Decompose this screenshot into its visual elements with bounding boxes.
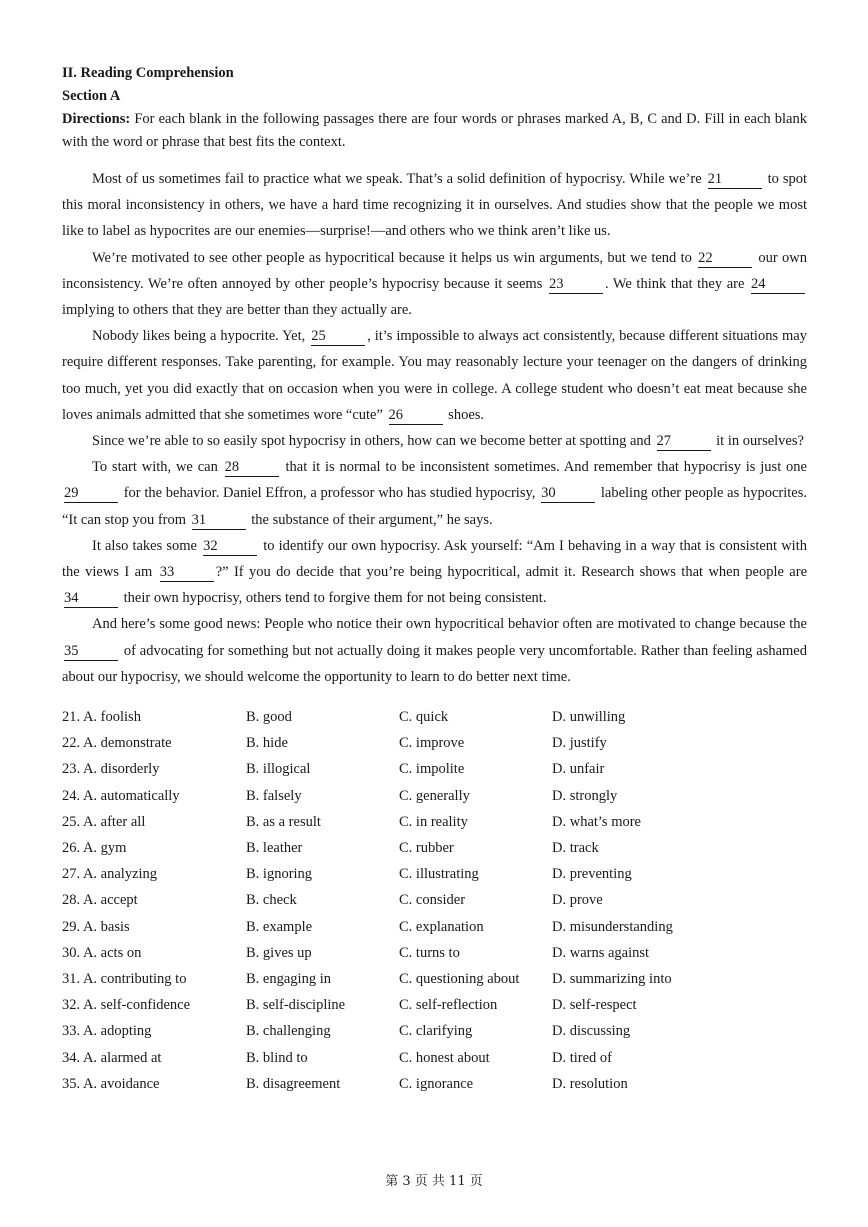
passage-text: our own inconsistency. We’re often annoyed by other people’s hypocrisy because it seems: [62, 249, 807, 292]
blank-28[interactable]: 28: [225, 459, 279, 477]
option-c[interactable]: C. improve: [399, 735, 465, 752]
blank-30[interactable]: 30: [541, 485, 595, 503]
option-c[interactable]: C. questioning about: [399, 970, 520, 987]
option-c[interactable]: C. turns to: [399, 944, 460, 961]
option-d[interactable]: D. track: [552, 840, 599, 856]
blank-22[interactable]: 22: [698, 250, 752, 268]
option-d[interactable]: D. preventing: [552, 866, 632, 883]
passage-text: shoes.: [444, 406, 485, 423]
option-d[interactable]: D. tired of: [552, 1049, 612, 1066]
blank-25[interactable]: 25: [311, 328, 365, 346]
blank-29[interactable]: 29: [64, 485, 118, 503]
passage-text: their own hypocrisy, others tend to forgive them for not being consistent.: [120, 590, 547, 607]
passage-text: And here’s some good news: People who notice their own hypocritical behavior often are motivated to change because the: [92, 616, 807, 633]
option-c[interactable]: C. in reality: [399, 813, 468, 830]
option-b[interactable]: B. blind to: [246, 1049, 308, 1066]
option-row: [62, 861, 807, 887]
option-a[interactable]: 23. A. disorderly: [62, 761, 160, 778]
option-a[interactable]: 34. A. alarmed at: [62, 1049, 162, 1066]
option-a[interactable]: 24. A. automatically: [62, 787, 180, 804]
option-a[interactable]: 32. A. self-confidence: [62, 997, 191, 1014]
passage-text: to identify our own hypocrisy. Ask yourself: “Am I behaving in a way that is consistent with the views I am: [62, 537, 807, 581]
option-d[interactable]: D. discussing: [552, 1023, 631, 1040]
passage-text: . We think that they are: [604, 275, 749, 292]
option-row: [62, 783, 807, 809]
blank-21[interactable]: 21: [708, 171, 762, 189]
reading-passage: [62, 166, 807, 690]
passage-text: ?” If you do decide that you’re being hypocritical, admit it. Research shows that when people are: [215, 564, 808, 581]
option-row: [62, 914, 807, 940]
answer-options: [62, 704, 807, 1097]
option-c[interactable]: C. impolite: [399, 761, 465, 778]
passage-text: of advocating for something but not actually doing it makes people very uncomfortable. Rather than feeling ashamed about our hypocrisy, we should welcome the opportunity to learn to do better next time.: [62, 642, 807, 685]
option-d[interactable]: D. resolution: [552, 1075, 628, 1092]
option-row: [62, 835, 807, 861]
option-row: [62, 1018, 807, 1044]
passage-text: , it’s impossible to always act consistently, because different situations may require different responses. Take parenting, for example. You may reasonably lecture your teenager on the dangers of drinking too much, yet you did exactly that on occasion when you were in college. A college student who doesn’t eat meat because she loves animals admitted that she sometimes wore “cute”: [62, 328, 807, 423]
passage-text: to spot this moral inconsistency in others, we have a hard time recognizing it in ourselves. And studies show that the people we most like to label as hypocrites are our enemies—surprise!—and others who we think aren’t like us.: [62, 171, 808, 240]
passage-paragraph: [62, 533, 807, 612]
section-title: II. Reading Comprehension: [62, 65, 234, 81]
option-d[interactable]: D. unfair: [552, 761, 605, 778]
option-c[interactable]: C. quick: [399, 709, 449, 726]
option-a[interactable]: 25. A. after all: [62, 813, 146, 830]
option-b[interactable]: B. as a result: [246, 813, 321, 830]
directions: [62, 108, 807, 154]
option-c[interactable]: C. explanation: [399, 918, 484, 935]
option-c[interactable]: C. rubber: [399, 840, 454, 856]
option-row: [62, 1071, 807, 1097]
option-row: [62, 992, 807, 1018]
option-a[interactable]: 21. A. foolish: [62, 709, 141, 726]
option-row: [62, 1045, 807, 1071]
option-b[interactable]: B. engaging in: [246, 970, 331, 987]
passage-text: labeling other people as hypocrites. “It can stop you from: [62, 485, 807, 528]
option-c[interactable]: C. illustrating: [399, 866, 479, 883]
option-d[interactable]: D. warns against: [552, 944, 650, 961]
passage-text: for the behavior. Daniel Effron, a professor who has studied hypocrisy,: [120, 485, 540, 502]
blank-31[interactable]: 31: [192, 512, 246, 530]
option-b[interactable]: B. hide: [246, 735, 288, 752]
option-c[interactable]: C. generally: [399, 787, 470, 804]
blank-23[interactable]: 23: [549, 276, 603, 294]
option-a[interactable]: 30. A. acts on: [62, 944, 142, 961]
blank-32[interactable]: 32: [203, 538, 257, 556]
option-row: [62, 704, 807, 730]
option-b[interactable]: B. disagreement: [246, 1075, 341, 1092]
option-a[interactable]: 28. A. accept: [62, 892, 138, 909]
passage-text: the substance of their argument,” he says.: [247, 511, 493, 528]
passage-paragraph: [62, 454, 807, 533]
blank-27[interactable]: 27: [657, 433, 711, 451]
passage-paragraph: [62, 323, 807, 428]
option-b[interactable]: B. falsely: [246, 787, 302, 804]
passage-text: that it is normal to be inconsistent sometimes. And remember that hypocrisy is just one: [280, 459, 807, 476]
option-b[interactable]: B. challenging: [246, 1023, 331, 1040]
option-a[interactable]: 29. A. basis: [62, 918, 130, 935]
blank-33[interactable]: 33: [160, 564, 214, 582]
option-a[interactable]: 27. A. analyzing: [62, 866, 158, 883]
passage-paragraph: [62, 428, 807, 454]
blank-24[interactable]: 24: [751, 276, 805, 294]
option-a[interactable]: 33. A. adopting: [62, 1023, 152, 1040]
option-b[interactable]: B. illogical: [246, 761, 311, 778]
option-a[interactable]: 35. A. avoidance: [62, 1075, 160, 1092]
option-a[interactable]: 31. A. contributing to: [62, 970, 187, 987]
option-b[interactable]: B. example: [246, 918, 313, 935]
option-a[interactable]: 22. A. demonstrate: [62, 735, 172, 752]
option-c[interactable]: C. consider: [399, 892, 466, 909]
passage-paragraph: [62, 611, 807, 690]
blank-26[interactable]: 26: [389, 407, 443, 425]
option-c[interactable]: C. clarifying: [399, 1023, 473, 1040]
option-b[interactable]: B. ignoring: [246, 866, 313, 883]
passage-text: it in ourselves?: [712, 433, 804, 450]
passage-text: To start with, we can: [92, 459, 223, 476]
option-row: [62, 966, 807, 992]
option-c[interactable]: C. honest about: [399, 1049, 490, 1066]
directions-label: Directions:: [62, 111, 131, 127]
passage-paragraph: [62, 245, 807, 324]
option-d[interactable]: D. self-respect: [552, 997, 637, 1014]
section-subtitle: Section A: [62, 88, 121, 104]
option-d[interactable]: D. prove: [552, 892, 603, 909]
blank-35[interactable]: 35: [64, 643, 118, 661]
passage-text: It also takes some: [92, 537, 202, 554]
option-row: [62, 730, 807, 756]
option-row: [62, 887, 807, 913]
passage-text: Since we’re able to so easily spot hypocrisy in others, how can we become better at spotting and: [92, 433, 655, 450]
option-d[interactable]: D. unwilling: [552, 709, 626, 726]
passage-text: implying to others that they are better than they actually are.: [62, 302, 412, 319]
option-b[interactable]: B. check: [246, 892, 297, 909]
option-row: [62, 756, 807, 782]
passage-text: Most of us sometimes fail to practice what we speak. That’s a solid definition of hypocrisy. While we’re: [92, 171, 706, 187]
option-row: [62, 809, 807, 835]
exam-page: [62, 62, 807, 1097]
option-b[interactable]: B. self-discipline: [246, 997, 346, 1014]
passage-text: Nobody likes being a hypocrite. Yet,: [92, 328, 310, 345]
option-c[interactable]: C. ignorance: [399, 1075, 474, 1092]
directions-text: For each blank in the following passages there are four words or phrases marked A, B, C and D. Fill in each blank with the word or phrase that best fits the context.: [62, 111, 807, 150]
option-d[interactable]: D. misunderstanding: [552, 918, 673, 935]
option-b[interactable]: B. good: [246, 709, 292, 726]
option-b[interactable]: B. gives up: [246, 944, 312, 961]
option-d[interactable]: D. what’s more: [552, 813, 641, 830]
page-footer: 第 3 页 共 11 页: [385, 1174, 483, 1189]
option-b[interactable]: B. leather: [246, 840, 303, 856]
option-row: [62, 940, 807, 966]
option-d[interactable]: D. summarizing into: [552, 970, 672, 987]
option-d[interactable]: D. strongly: [552, 787, 618, 804]
blank-34[interactable]: 34: [64, 590, 118, 608]
option-c[interactable]: C. self-reflection: [399, 997, 498, 1014]
passage-text: We’re motivated to see other people as hypocritical because it helps us win arguments, but we tend to: [92, 249, 697, 266]
passage-paragraph: [62, 166, 807, 245]
option-a[interactable]: 26. A. gym: [62, 840, 127, 856]
option-d[interactable]: D. justify: [552, 735, 607, 752]
